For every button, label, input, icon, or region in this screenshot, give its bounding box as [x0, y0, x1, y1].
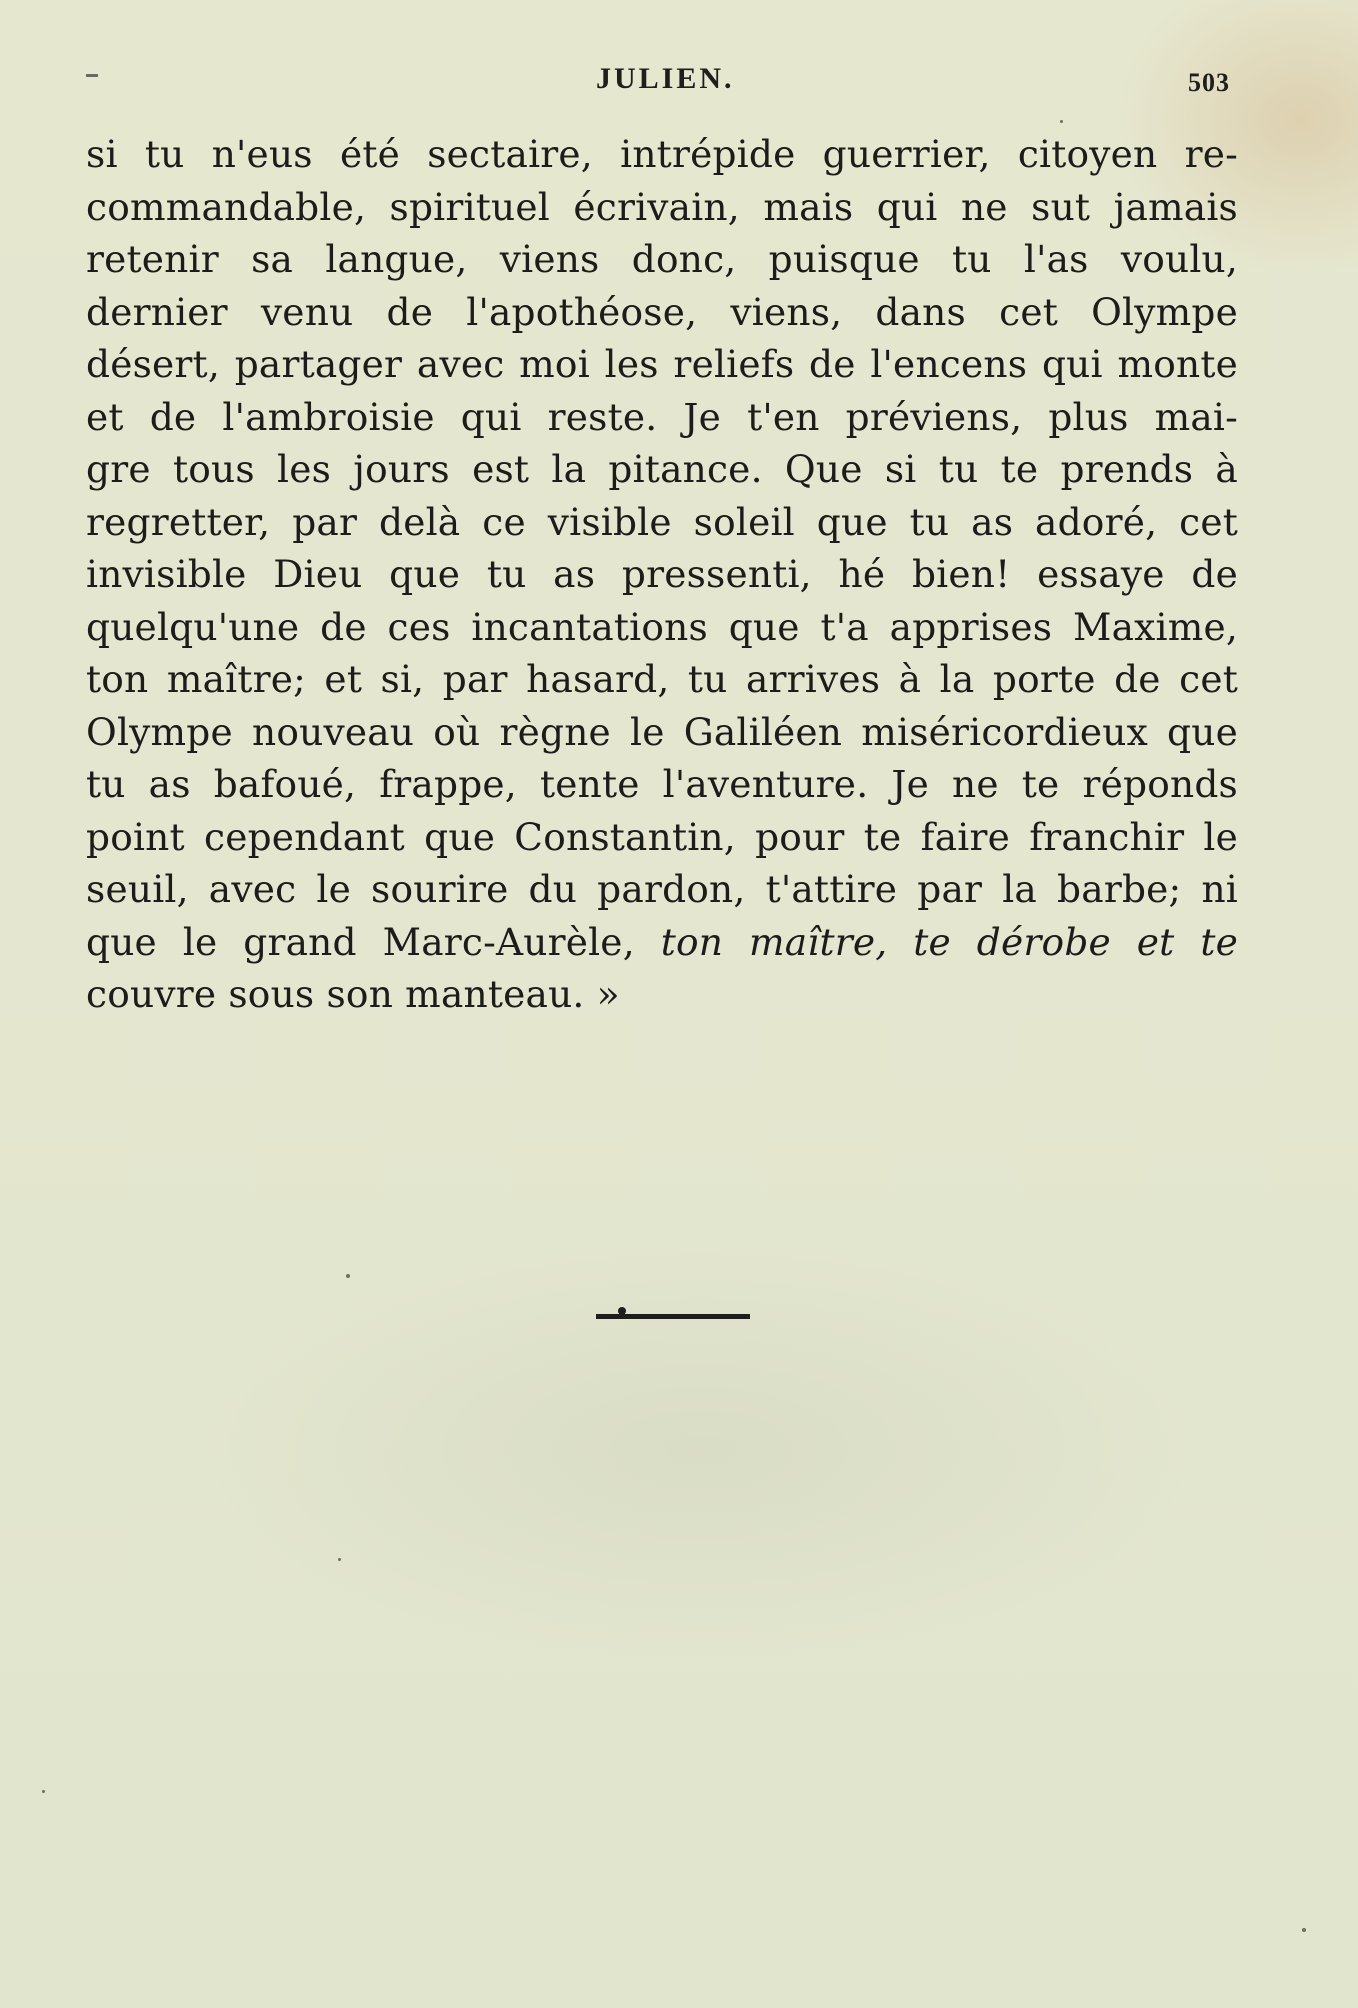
text-line: Olympe nouveau où règne le Galiléen miséricordieux que — [86, 709, 1238, 754]
text-roman: que le grand Marc-Aurèle, — [86, 919, 661, 964]
text-line-last: couvre sous son manteau. » — [86, 972, 620, 1016]
text-line: quelqu'une de ces incantations que t'a apprises Maxime, — [86, 604, 1238, 649]
paper-speck — [346, 1274, 350, 1278]
text-line: ton maître; et si, par hasard, tu arrives à la porte de cet — [86, 657, 1238, 701]
text-line: désert, partager avec moi les reliefs de l'encens qui monte — [86, 342, 1238, 386]
text-line: tu as bafoué, frappe, tente l'aventure. Je ne te réponds — [86, 762, 1238, 806]
text-line: dernier venu de l'apothéose, viens, dans cet Olympe — [86, 289, 1238, 334]
paper-speck — [338, 1558, 341, 1561]
text-line: seuil, avec le sourire du pardon, t'attire par la barbe; ni — [86, 867, 1238, 911]
text-line: gre tous les jours est la pitance. Que si tu te prends à — [86, 447, 1238, 491]
paper-speck — [1060, 120, 1063, 123]
text-line: retenir sa langue, viens donc, puisque tu l'as voulu, — [86, 237, 1238, 281]
end-rule — [596, 1314, 750, 1319]
text-italic: ton maître, te dérobe et te — [660, 919, 1238, 964]
body-text — [86, 128, 1238, 1021]
page-header — [0, 62, 1358, 102]
text-line: et de l'ambroisie qui reste. Je t'en préviens, plus mai- — [86, 394, 1238, 439]
text-line: commandable, spirituel écrivain, mais qui ne sut jamais — [86, 184, 1238, 229]
text-line: regretter, par delà ce visible soleil que tu as adoré, cet — [86, 499, 1238, 544]
text-line — [86, 916, 1238, 969]
text-line: point cependant que Constantin, pour te faire franchir le — [86, 814, 1238, 859]
running-head: JULIEN. — [596, 62, 735, 95]
text-line: si tu n'eus été sectaire, intrépide guerrier, citoyen re- — [86, 132, 1238, 176]
page-number: 503 — [1188, 68, 1230, 97]
header-dash — [86, 74, 98, 77]
paper-speck — [1302, 1928, 1306, 1932]
paper-speck — [42, 1790, 45, 1793]
text-line: invisible Dieu que tu as pressenti, hé bien! essaye de — [86, 552, 1238, 596]
